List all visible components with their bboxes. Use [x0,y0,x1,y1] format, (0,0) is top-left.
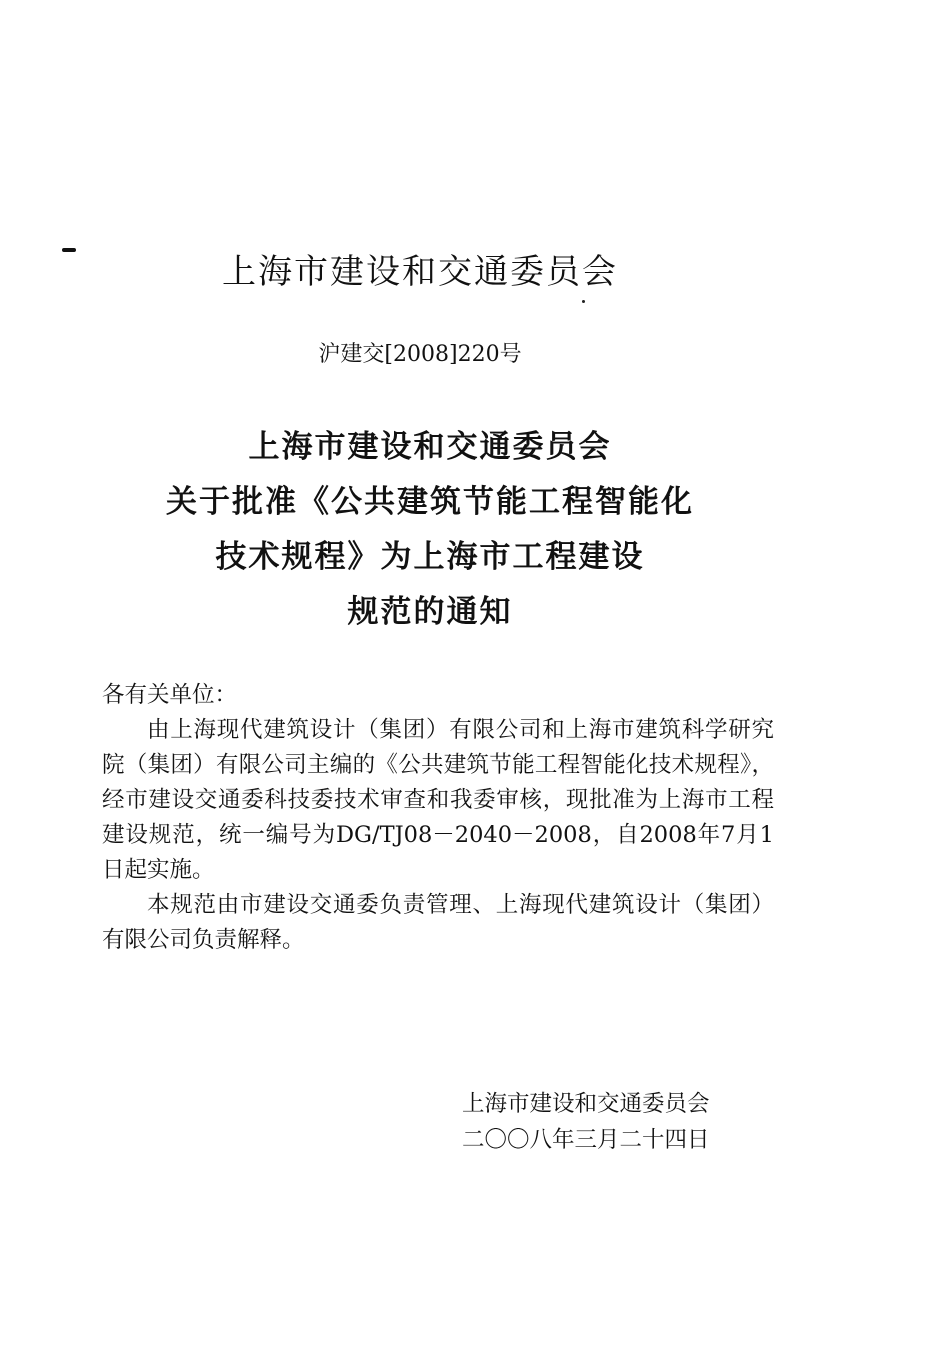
salutation: 各有关单位： [102,682,238,708]
notice-title [0,420,860,640]
document-number: 沪建交[2008]220号 [318,342,522,367]
notice-body [102,678,774,958]
body-paragraph: 本规范由市建设交通委负责管理、上海现代建筑设计（集团）有限公司负责解释。 [102,892,774,953]
signature-organization: 上海市建设和交通委员会 [462,1091,710,1117]
title-line: 规范的通知 [347,594,513,630]
scan-speck [582,300,585,303]
title-line: 技术规程》为上海市工程建设 [215,539,645,575]
issuer-heading: 上海市建设和交通委员会 [222,252,618,292]
body-paragraph: 由上海现代建筑设计（集团）有限公司和上海市建筑科学研究院（集团）有限公司主编的《公共建筑节能工程智能化技术规程》，经市建设交通委科技委技术审查和我委审核，现批准为上海市工程建设规范，统一编号为DG/TJ08－2040－2008，自2008年7月1日起实施。 [102,717,774,883]
signature-block [462,1086,710,1158]
signature-date: 二〇〇八年三月二十四日 [462,1127,710,1153]
title-line: 上海市建设和交通委员会 [248,429,612,465]
title-line: 关于批准《公共建筑节能工程智能化 [166,484,694,520]
